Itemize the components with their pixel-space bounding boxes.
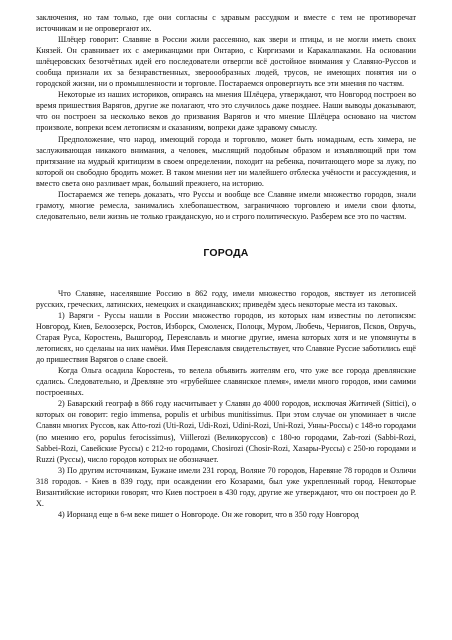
paragraph: 4) Иорнанд еще в 6-м веке пишет о Новгороде. Он же говорит, что в 350 году Новгород xyxy=(58,509,359,519)
paragraph: 2) Баварский географ в 866 году насчитывает у Славян до 4000 городов, исключая Житичей (Sittici), о которых он говорит: regio immensa, populis et urbibus munitissimus. При этом случае он упоминает в числе Славян многих Руссов, как Atto-rozi (Uti-Rozi, Udi-Rozi, Udini-Rozi, Uni-Rozi, Унны-Россы) с 148-ю городами (по мнению его, populus ferocissimus), Viillerozi (Великоруссов) с 180-ю городами, Zab-rozi (Sabbi-Rozi, Sabbei-Rozi, Савейские Руссы) с 212-ю городами, Chosirozi (Chosir-Rozi, Хазары-Руссы) с 250-ю городами и Ruzzi (Руссы), число городов которых не обозначает. xyxy=(36,399,416,464)
paragraph: Некоторые из наших историков, опираясь на мнения Шлёцера, утверждают, что Новгород построен во время пришествия Варягов, другие же полагают, что это случилось даже позднее. Наши выводы доказывают, что он построен за несколько веков до призвания Варягов и что мнение Шлёцера основано на чистом произволе, вопреки всем летописям и сказаниям, вопреки даже здравому смыслу. xyxy=(36,90,416,133)
paragraph: заключения, но там только, где они согласны с здравым рассудком и вместе с тем не противоречат источникам и не опровергают их. xyxy=(36,13,416,34)
paragraph: Когда Ольга осадила Коростень, то велела объявить жителям его, что уже все города древлянские сдались. Следовательно, и Древляне это «грубейшее славянское племя», имели много городов, ими самими построенных. xyxy=(36,366,416,398)
section-heading: ГОРОДА xyxy=(203,246,249,259)
paragraph: Постараемся же теперь доказать, что Руссы и вообще все Славяне имели множество городов, знали грамоту, многие ремесла, занимались хлебопашеством, заграничною торговлею и имели свои флоты, следовательно, вели жизнь не только гражданскую, но и строго политическую. Разберем все это по частям. xyxy=(36,189,416,221)
paragraph: Предположение, что народ, имеющий города и торговлю, может быть номадным, есть химера, не заслуживающая никакого внимания, а человек, мыслящий подобным образом и изъявляющий при том притязание на мудрый критицизм в своем определении, походит на ребенка, почитающего море за лужу, по которой он свободно бродить может. В таком мнении нет ни малейшего отблеска учёности и рассуждения, и вместо света оно разливает мрак, больший прежнего, на историю. xyxy=(36,134,416,188)
section-intro xyxy=(36,12,416,222)
paragraph: 1) Варяги - Руссы нашли в России множество городов, из которых нам известны по летописям: Новгород, Киев, Белоозерск, Ростов, Изборск, Смоленск, Полоцк, Муром, Любечь, Чернигов, Псков, Овручь, Старая Руса, Коростень, Вышгород, Переяславль и многие другие, имена которых хотя и не упомянуты в летописях, но сделаны на них намёки. Имя Переяславля свидетельствует, что Славяне Руссие заботились ещё до пришествия Варягов о славе своей. xyxy=(36,310,416,365)
paragraph: Шлёцер говорит: Славяне в России жили рассеянно, как звери и птицы, и не могли иметь своих Князей. Он сравнивает их с американцами при Онтарио, с Киргизами и Каракалпаками. На основании шлёцеровских безотчётных идей его последователи отвергли всё достойное внимания у Славяно-Руссов и сообща признали их за безнравственных, звероообразных людей, трусов, не имеющих понятия ни о городской жизни, ни о промышленности и торговле. Постараемся опровергнуть все эти мнения по частям. xyxy=(36,35,416,89)
paragraph: 3) По другим источникам, Бужане имели 231 город, Воляне 70 городов, Наревяне 78 городов и Озличи 318 городов. - Киев в 839 году, при осаждении его Козарами, был уже укрепленный город. Некоторые Византийские историки говорят, что Киев построен в 430 году, другие же утверждают, что он построен до Р. Х. xyxy=(36,465,416,508)
paragraph: Что Славяне, населявшие Россию в 862 году, имели множество городов, явствует из летописей русских, греческих, латинских, немецких и скандинавских; приведём здесь некоторые места из таковых. xyxy=(36,288,416,309)
section-cities xyxy=(36,288,416,520)
